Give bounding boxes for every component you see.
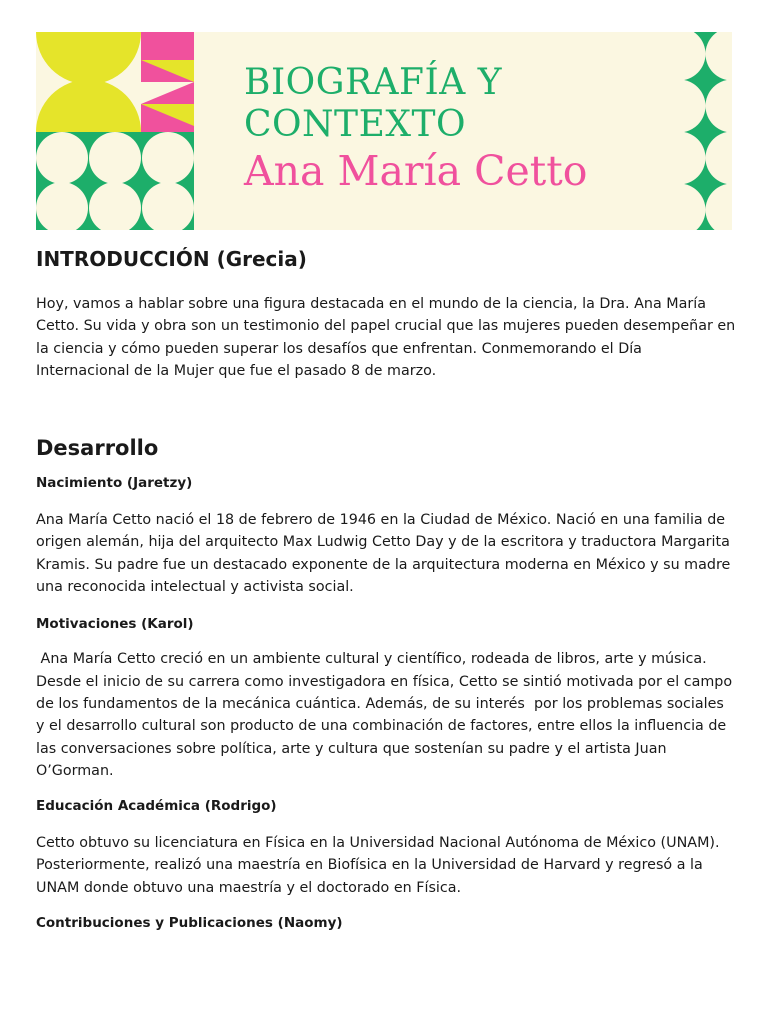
section-heading-nacimiento: Nacimiento (Jaretzy) [36,475,193,492]
section-text-nacimiento: Ana María Cetto nació el 18 de febrero de 1946 en la Ciudad de México. Nació en una familia de origen alemán, hija del arquitecto Max Ludwig Cetto Day y de la escritora y traductora Margarita Kramis. Su padre fue un destacado exponente de la arquitectura moderna en México y su madre una reconocida intelectual y activista social. [36,512,731,596]
right-geometric-pattern [679,32,732,230]
banner-title-line1: BIOGRAFÍA Y [244,62,502,103]
intro-heading: INTRODUCCIÓN (Grecia) [36,247,307,271]
banner-subtitle: Ana María Cetto [244,147,588,195]
banner-title [244,62,587,196]
document-body [36,240,736,933]
section-heading-contribuciones: Contribuciones y Publicaciones (Naomy) [36,915,343,932]
section-text-motivaciones: Ana María Cetto creció en un ambiente cultural y científico, rodeada de libros, arte y música. Desde el inicio de su carrera como investigadora en física, Cetto se sintió motivada por el campo de los fundamentos de la mecánica cuántica. Además, de su interés por los problemas sociales y el desarrollo cultural son producto de una combinación de factores, entre ellos la influencia de las conversaciones sobre política, arte y cultura que sostenían su padre y el artista Juan O’Gorman. [36,651,737,779]
left-geometric-pattern [36,32,194,230]
section-text-educacion: Cetto obtuvo su licenciatura en Física en la Universidad Nacional Autónoma de México (UNAM). Posteriormente, realizó una maestría en Biofísica en la Universidad de Harvard y regresó a la UNAM donde obtuvo una maestría y el doctorado en Física. [36,835,720,896]
section-heading-motivaciones: Motivaciones (Karol) [36,616,194,633]
section-heading-educacion: Educación Académica (Rodrigo) [36,798,277,815]
intro-paragraph: Hoy, vamos a hablar sobre una figura destacada en el mundo de la ciencia, la Dra. Ana María Cetto. Su vida y obra son un testimonio del papel crucial que las mujeres pueden desempeñar en la ciencia y cómo pueden superar los desafíos que enfrentan. Conmemorando el Día Internacional de la Mujer que fue el pasado 8 de marzo. [36,296,736,379]
header-banner [36,32,732,230]
banner-title-line2: CONTEXTO [244,104,467,145]
development-heading: Desarrollo [36,436,159,461]
